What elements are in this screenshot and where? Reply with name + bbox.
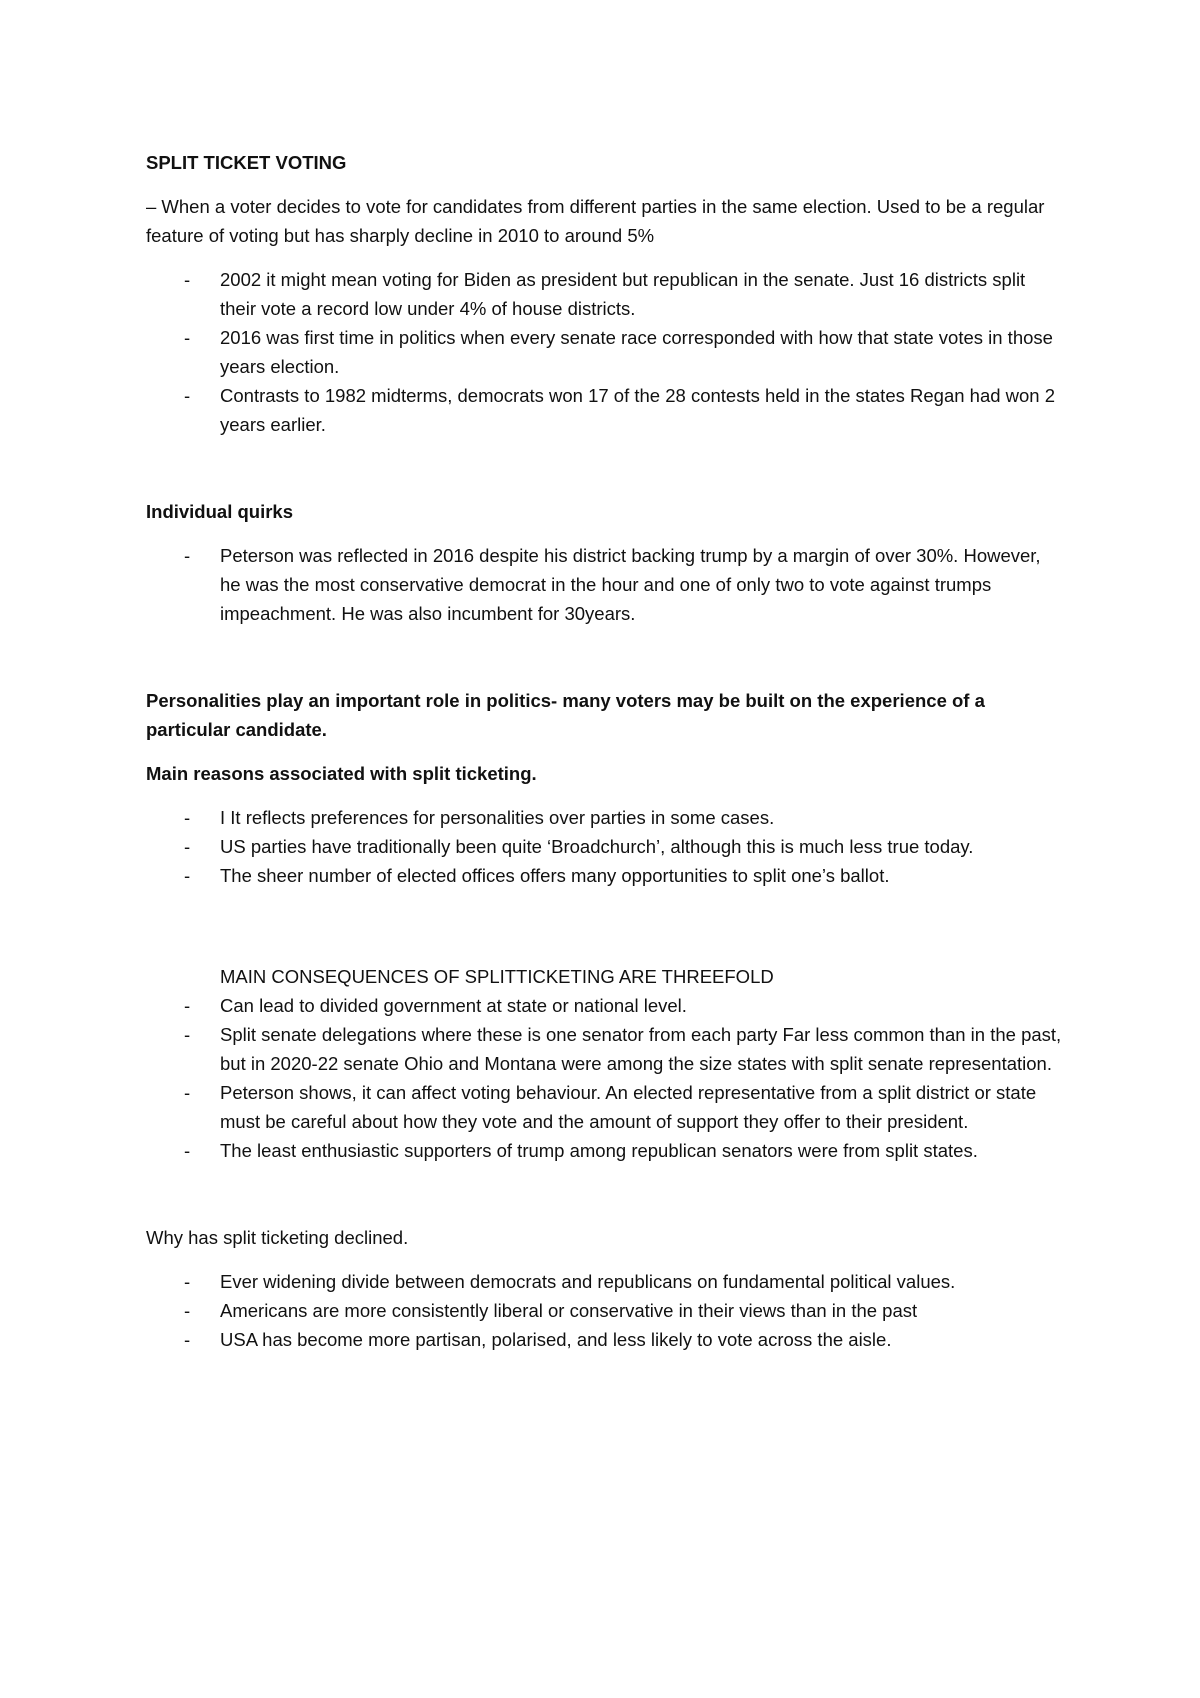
list-item — [146, 1136, 1066, 1165]
main-reasons-list — [146, 803, 1066, 890]
bullet-dash: - — [184, 807, 191, 828]
list-item-text: Split senate delegations where these is one senator from each party Far less common than in the past, but in 2020-22 senate Ohio and Montana were among the size states with split senate representation. — [220, 1024, 1062, 1074]
list-item — [146, 803, 1066, 832]
section-heading-why-declined: Why has split ticketing declined. — [146, 1227, 409, 1248]
list-item — [146, 861, 980, 890]
bullet-dash: - — [184, 1140, 191, 1161]
main-consequences-list — [146, 991, 1066, 1165]
list-item-text: 2002 it might mean voting for Biden as president but republican in the senate. Just 16 districts split their vote a record low under 4% of house districts. — [220, 269, 1026, 319]
list-item — [146, 323, 1066, 381]
bullet-dash: - — [184, 1024, 191, 1045]
bullet-dash: - — [184, 1329, 191, 1350]
bullet-dash: - — [184, 1082, 191, 1103]
list-item — [146, 1267, 1066, 1296]
list-item-text: Americans are more consistently liberal or conservative in their views than in the past — [220, 1300, 918, 1321]
list-item — [146, 265, 1066, 323]
list-item — [146, 541, 1066, 628]
intro-paragraph: – When a voter decides to vote for candidates from different parties in the same election. Used to be a regular feature of voting but has sharply decline in 2010 to around 5% — [146, 196, 1045, 246]
bullet-dash: - — [184, 836, 191, 857]
list-item-text: Can lead to divided government at state or national level. — [220, 995, 687, 1016]
bullet-dash: - — [184, 1300, 191, 1321]
list-item-text: Ever widening divide between democrats and republicans on fundamental political values. — [220, 1271, 956, 1292]
bullet-dash: - — [184, 545, 191, 566]
list-item — [146, 1296, 1066, 1325]
document-page — [146, 148, 1066, 1354]
split-ticket-list — [146, 265, 1066, 439]
list-item-text: 2016 was first time in politics when every senate race corresponded with how that state votes in those years election. — [220, 327, 1053, 377]
list-item — [146, 381, 1066, 439]
list-item — [146, 832, 1066, 861]
list-item-text: USA has become more partisan, polarised, and less likely to vote across the aisle. — [220, 1329, 892, 1350]
list-item — [146, 991, 1066, 1020]
individual-quirks-list — [146, 541, 1066, 628]
list-item — [146, 1078, 1066, 1136]
bullet-dash: - — [184, 385, 191, 406]
section-heading-split-ticket-voting: SPLIT TICKET VOTING — [146, 152, 347, 173]
bullet-dash: - — [184, 327, 191, 348]
section-heading-main-reasons: Main reasons associated with split ticketing. — [146, 763, 537, 784]
bullet-dash: - — [184, 865, 191, 886]
list-item — [146, 1020, 1066, 1078]
list-item-text: The sheer number of elected offices offers many opportunities to split one’s ballot. — [220, 865, 890, 886]
why-declined-list — [146, 1267, 1066, 1354]
list-item-text: Contrasts to 1982 midterms, democrats won 17 of the 28 contests held in the states Regan had won 2 years earlier. — [220, 385, 1056, 435]
list-item — [146, 1325, 1066, 1354]
list-item-text: US parties have traditionally been quite ‘Broadchurch’, although this is much less true today. — [220, 836, 974, 857]
personalities-statement: Personalities play an important role in politics- many voters may be built on the experience of a particular candidate. — [146, 690, 985, 740]
bullet-dash: - — [184, 269, 191, 290]
list-item-text: Peterson shows, it can affect voting behaviour. An elected representative from a split district or state must be careful about how they vote and the amount of support they offer to their president. — [220, 1082, 1037, 1132]
list-item-text: Peterson was reflected in 2016 despite his district backing trump by a margin of over 30%. However, he was the most conservative democrat in the hour and one of only two to vote against trumps impeachment. He was also incumbent for 30years. — [220, 545, 1041, 624]
list-item-text: I It reflects preferences for personalities over parties in some cases. — [220, 807, 775, 828]
section-heading-main-consequences: MAIN CONSEQUENCES OF SPLITTICKETING ARE THREEFOLD — [220, 966, 774, 987]
bullet-dash: - — [184, 995, 191, 1016]
list-item-text: The least enthusiastic supporters of trump among republican senators were from split states. — [220, 1140, 978, 1161]
section-heading-individual-quirks: Individual quirks — [146, 501, 293, 522]
bullet-dash: - — [184, 1271, 191, 1292]
